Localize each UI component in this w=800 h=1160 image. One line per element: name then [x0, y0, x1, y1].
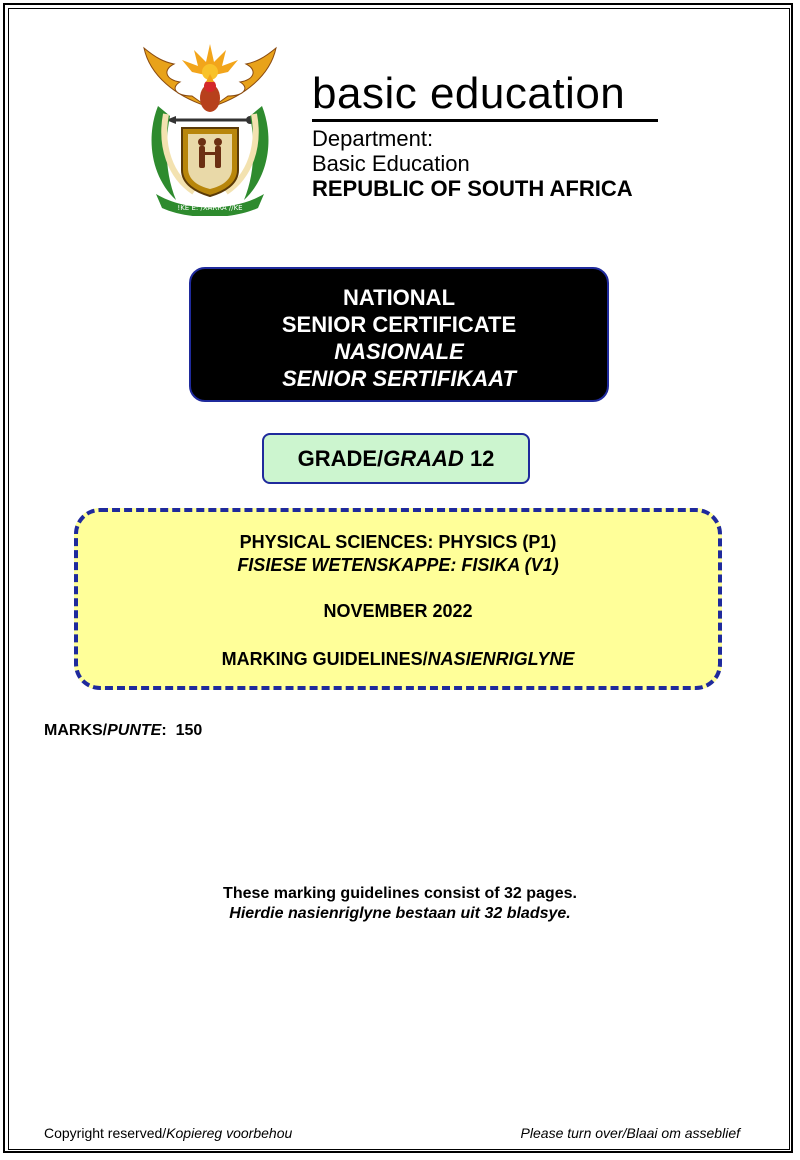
document-type [78, 649, 718, 670]
subject-title-af: FISIESE WETENSKAPPE: FISIKA (V1) [237, 555, 559, 575]
grade-label: GRADE/ [297, 446, 384, 471]
certificate-banner [189, 267, 609, 402]
turn-over-notice: Please turn over/Blaai om asseblief [520, 1125, 740, 1141]
country-name: REPUBLIC OF SOUTH AFRICA [312, 176, 633, 201]
exam-date: NOVEMBER 2022 [323, 601, 473, 621]
page-count-af: Hierdie nasienriglyne bestaan uit 32 bladsye. [229, 905, 571, 922]
grade-number: 12 [469, 446, 495, 471]
certificate-line-2: SENIOR CERTIFICATE [281, 312, 517, 337]
grade-badge [262, 433, 530, 484]
subject-title-en: PHYSICAL SCIENCES: PHYSICS (P1) [239, 532, 557, 552]
document-type-en: MARKING GUIDELINES/ [221, 649, 428, 669]
certificate-line-3: NASIONALE [334, 339, 464, 364]
brand-title: basic education [312, 69, 626, 118]
page-count-en: These marking guidelines consist of 32 pages. [223, 885, 577, 902]
marks-label-en: MARKS/ [44, 722, 108, 739]
coat-of-arms-logo [136, 36, 284, 216]
dept-name: Basic Education [312, 151, 470, 176]
brand-divider [312, 119, 658, 122]
total-marks [44, 722, 202, 740]
certificate-line-1: NATIONAL [342, 285, 456, 310]
certificate-line-4: SENIOR SERTIFIKAAT [282, 366, 516, 391]
copyright-en: Copyright reserved/ [44, 1125, 167, 1141]
svg-text:!KE E: /XARRA //KE: !KE E: /XARRA //KE [177, 204, 243, 212]
document-type-af: NASIENRIGLYNE [427, 649, 575, 669]
marks-label-af: PUNTE [107, 722, 162, 739]
subject-panel [74, 508, 722, 690]
marks-separator: : [161, 722, 167, 739]
copyright-af: Kopiereg voorbehou [166, 1125, 293, 1141]
marks-value: 150 [175, 722, 203, 739]
grade-label-af: GRAAD [383, 446, 464, 471]
copyright-notice [44, 1125, 292, 1141]
dept-label: Department: [312, 126, 434, 151]
